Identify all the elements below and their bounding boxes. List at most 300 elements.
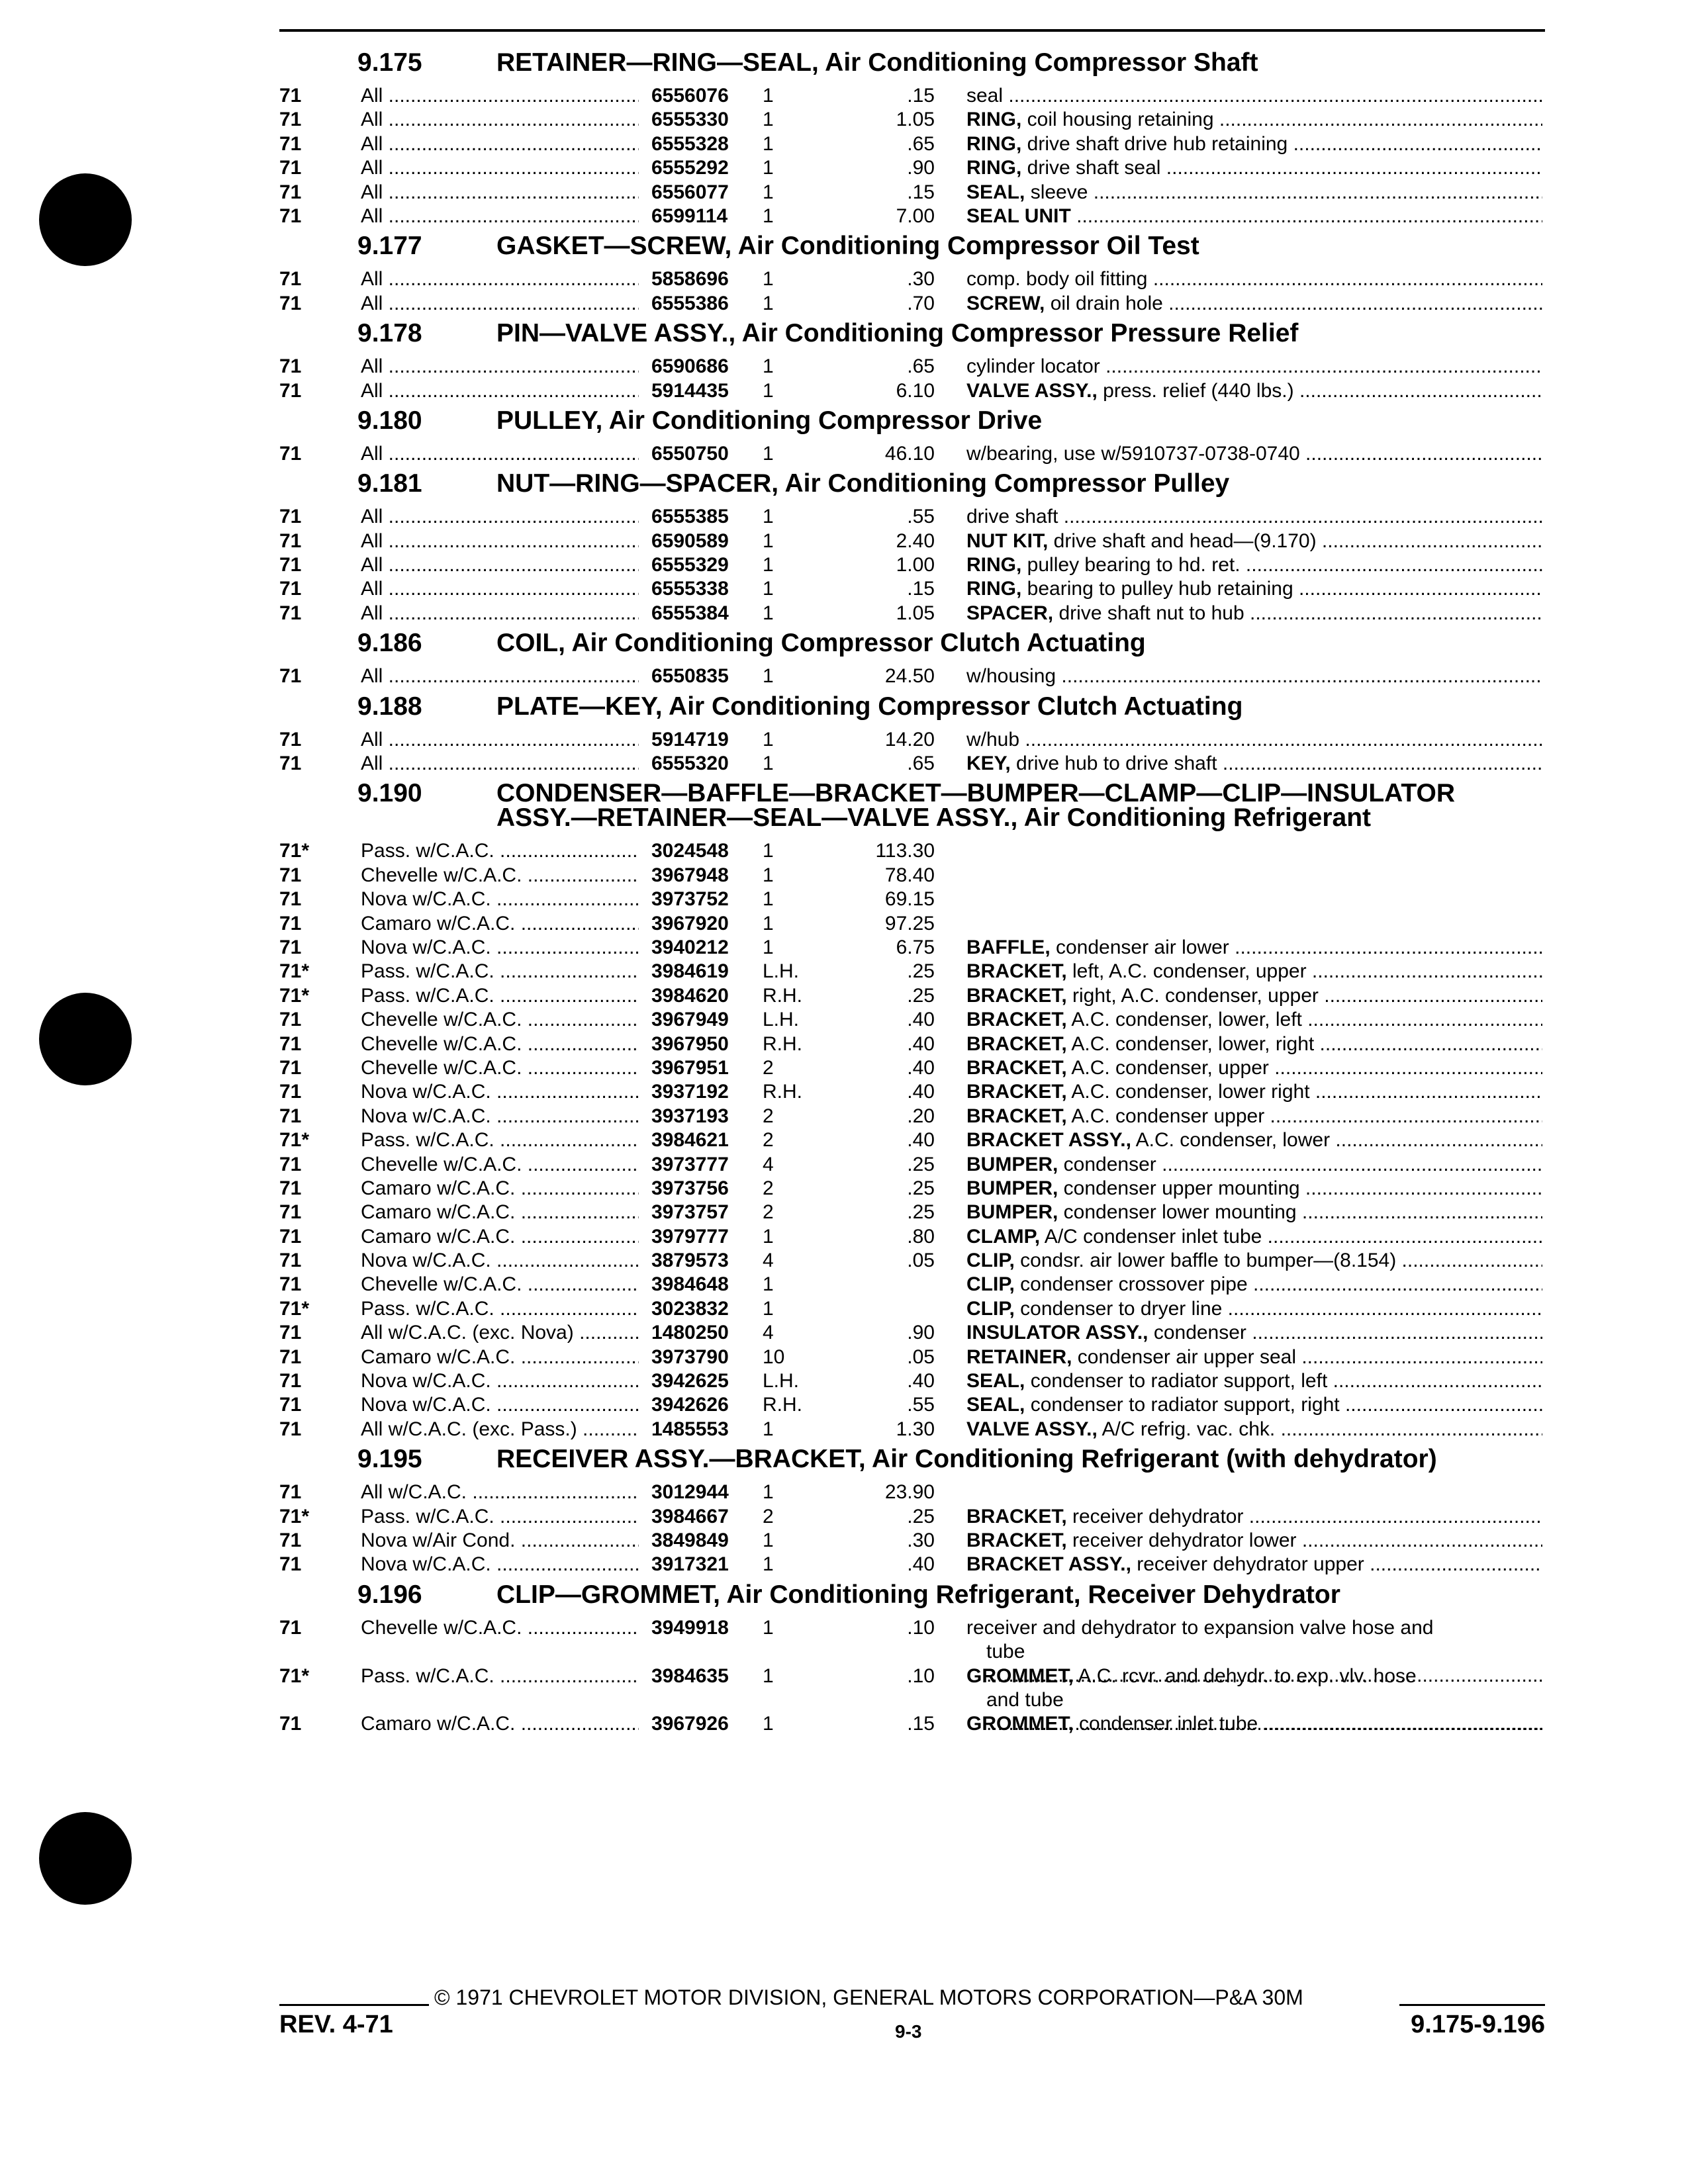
section-header [0,318,1688,355]
description-keyword: BRACKET, [966,1056,1067,1079]
model-year: 71 [279,665,302,688]
copyright-text: © 1971 CHEVROLET MOTOR DIVISION, GENERAL MOTORS CORPORATION—P&A 30M [434,1985,1303,2009]
list-price: .25 [907,1153,935,1175]
description-keyword: BRACKET, [966,960,1067,983]
description-text: comp. body oil fitting [966,268,1148,291]
list-price: 2.40 [896,529,935,552]
list-price: .65 [907,355,935,378]
description-line [966,1226,1542,1248]
application: Camaro w/C.A.C. ..... [361,912,639,936]
description-text: condenser upper mounting [1058,1177,1300,1199]
table-row [0,181,1688,205]
table-row [0,912,1688,936]
description-line [966,1273,1542,1295]
part-description [966,1056,1542,1080]
quantity: 1 [763,1273,774,1296]
description-text: w/housing [966,665,1056,688]
description-line [966,1033,1542,1055]
description-keyword: BRACKET, [966,1081,1067,1103]
model-year: 71 [279,1056,302,1079]
quantity: 1 [763,840,774,862]
quantity: 4 [763,1322,774,1344]
part-description [966,602,1542,625]
description-line [966,293,1542,314]
catalog-section [0,1580,1688,1737]
table-row [0,442,1688,466]
part-description [966,292,1542,316]
table-row [0,156,1688,180]
quantity: 1 [763,379,774,402]
list-price: .40 [907,1129,935,1152]
model-year: 71 [279,1418,302,1440]
part-description [966,1201,1542,1224]
description-line [966,1105,1542,1127]
model-year: 71 [279,1177,302,1199]
part-description [966,267,1542,291]
description-keyword: RING, [966,132,1022,155]
description-keyword: RING, [966,157,1022,179]
description-text: condenser to radiator support, left [1025,1370,1328,1392]
section-number: 9.180 [357,406,422,435]
model-year: 71* [279,984,310,1007]
application: All ..... [361,267,639,291]
part-number: 1485553 [649,1418,764,1441]
catalog-section [0,406,1688,466]
list-price: .25 [907,960,935,983]
model-year: 71 [279,205,302,227]
model-year: 71 [279,181,302,203]
footer-bottom [279,2007,1545,2046]
description-text: coil housing retaining [1021,109,1214,131]
part-number: 3849849 [649,1529,764,1553]
part-number: 3967920 [649,912,764,936]
section-title: PIN—VALVE ASSY., Air Conditioning Compressor Pressure Relief [496,319,1299,348]
revision-label: REV. 4-71 [279,2011,393,2038]
part-description [966,1297,1542,1321]
application: Pass. w/C.A.C. ..... [361,1664,639,1688]
application: Pass. w/C.A.C. ..... [361,984,639,1008]
table-row [0,355,1688,379]
table-row [0,1480,1688,1504]
quantity: 1 [763,936,774,958]
model-year: 71 [279,1616,302,1639]
section-header [0,469,1688,505]
catalog-section [0,628,1688,688]
table-row [0,1225,1688,1249]
list-price: .40 [907,1032,935,1055]
application: All ..... [361,529,639,553]
part-number: 5914435 [649,379,764,403]
description-keyword: CLIP, [966,1273,1015,1296]
part-description [966,1393,1542,1417]
description-line [966,443,1542,465]
model-year: 71 [279,1032,302,1055]
model-year: 71* [279,1129,310,1152]
description-keyword: BRACKET, [966,1032,1067,1055]
table-row [0,132,1688,156]
table-row [0,1345,1688,1369]
application: Chevelle w/C.A.C. ..... [361,1153,639,1177]
description-line [966,133,1542,155]
description-line [966,530,1542,552]
description-keyword: VALVE ASSY., [966,1418,1098,1440]
list-price: .70 [907,292,935,314]
description-text: A.C. rcvr. and dehydr. to exp. vlv. hose [1073,1664,1417,1687]
list-price: .80 [907,1225,935,1248]
part-description [966,1080,1542,1104]
part-number: 6555384 [649,602,764,625]
part-description [966,505,1542,529]
application: Nova w/C.A.C. ..... [361,1553,639,1576]
part-number: 6555385 [649,505,764,529]
part-number: 3940212 [649,936,764,960]
description-line [966,1713,1542,1735]
description-keyword: BRACKET, [966,1505,1067,1527]
description-keyword: KEY, [966,752,1011,775]
description-line [966,985,1542,1007]
application: Chevelle w/C.A.C. ..... [361,1273,639,1297]
catalog-section [0,469,1688,625]
part-description [966,379,1542,403]
application: Nova w/C.A.C. ..... [361,1249,639,1273]
model-year: 71 [279,1553,302,1576]
description-line [966,109,1542,130]
part-number: 3967949 [649,1008,764,1032]
quantity: R.H. [763,1032,802,1055]
model-year: 71 [279,1345,302,1368]
description-text: drive shaft [966,506,1058,528]
description-text: condenser air upper seal [1072,1345,1296,1368]
section-number: 9.181 [357,469,422,498]
part-number: 6555292 [649,156,764,180]
quantity: R.H. [763,984,802,1007]
description-line [966,729,1542,751]
quantity: 1 [763,181,774,203]
section-range: 9.175-9.196 [1411,2011,1545,2038]
application: Pass. w/C.A.C. ..... [361,1505,639,1529]
description-line [966,181,1542,203]
quantity: L.H. [763,960,800,983]
quantity: 2 [763,1056,774,1079]
application: Chevelle w/C.A.C. ..... [361,1008,639,1032]
description-keyword: BRACKET, [966,1009,1067,1031]
table-row [0,205,1688,228]
part-description [966,156,1542,180]
list-price: .40 [907,1553,935,1576]
quantity: 1 [763,1529,774,1551]
page-footer [279,1980,1545,2046]
part-number: 3979777 [649,1225,764,1249]
section-title: GASKET—SCREW, Air Conditioning Compressor Oil Test [496,232,1199,261]
part-description [966,1529,1542,1553]
model-year: 71 [279,1225,302,1248]
catalog-section [0,318,1688,403]
list-price: .40 [907,1009,935,1031]
part-number: 3984648 [649,1273,764,1297]
part-number: 6555330 [649,108,764,132]
part-number: 5914719 [649,728,764,752]
list-price: 78.40 [884,864,935,886]
model-year: 71 [279,602,302,624]
quantity: 4 [763,1250,774,1272]
description-keyword: RING, [966,109,1022,131]
section-number: 9.186 [357,629,422,658]
description-line [966,1057,1542,1079]
quantity: 1 [763,109,774,131]
part-description [966,960,1542,983]
section-header [0,406,1688,442]
description-text: drive shaft seal [1021,157,1161,179]
model-year: 71 [279,85,302,107]
description-text: receiver dehydrator upper [1131,1553,1364,1576]
part-description [966,664,1542,688]
part-number: 3984619 [649,960,764,983]
table-row [0,1321,1688,1345]
quantity: L.H. [763,1370,800,1392]
list-price: 113.30 [875,840,935,862]
model-year: 71 [279,1322,302,1344]
list-price: .05 [907,1250,935,1272]
list-price: 1.05 [896,109,935,131]
quantity: 1 [763,355,774,378]
quantity: 1 [763,1664,774,1687]
model-year: 71 [279,355,302,378]
description-line [966,355,1542,377]
part-number: 3879573 [649,1249,764,1273]
description-line [966,1154,1542,1175]
table-row [0,1393,1688,1417]
quantity: 1 [763,506,774,528]
description-line [966,1298,1542,1320]
part-number: 3973777 [649,1153,764,1177]
list-price: .05 [907,1345,935,1368]
description-line [966,1322,1542,1343]
list-price: 7.00 [896,205,935,227]
description-text: condenser inlet tube [1073,1713,1258,1735]
part-number: 3942625 [649,1369,764,1393]
description-text: A.C. condenser upper [1066,1105,1265,1127]
part-number: 3023832 [649,1297,764,1321]
list-price: 1.30 [896,1418,935,1440]
section-number: 9.190 [357,779,422,808]
part-number: 6590686 [649,355,764,379]
part-description [966,1153,1542,1177]
description-line [966,205,1542,227]
description-text: w/hub [966,728,1020,751]
model-year: 71 [279,888,302,911]
part-number: 3967926 [649,1712,764,1736]
description-keyword: BUMPER, [966,1201,1058,1224]
section-title: RECEIVER ASSY.—BRACKET, Air Conditioning Refrigerant (with dehydrator) [496,1445,1437,1474]
quantity: 1 [763,554,774,576]
description-keyword: BRACKET, [966,1529,1067,1551]
model-year: 71 [279,379,302,402]
description-text: condsr. air lower baffle to bumper—(8.154) [1014,1250,1397,1272]
part-number: 3942626 [649,1393,764,1417]
section-header [0,48,1688,84]
description-keyword: BRACKET, [966,1105,1067,1127]
description-line [966,1394,1542,1416]
description-line [966,936,1542,958]
list-price: .10 [907,1664,935,1687]
part-number: 3937193 [649,1105,764,1128]
quantity: 1 [763,157,774,179]
model-year: 71 [279,1081,302,1103]
description-keyword: RING, [966,554,1022,576]
description-text: condenser [1058,1153,1156,1175]
table-row [0,728,1688,752]
application: All ..... [361,379,639,403]
section-header [0,778,1688,839]
part-description [966,1225,1542,1249]
description-continuation: and tube ..... [966,1688,1542,1736]
application: All w/C.A.C. (exc. Pass.) ..... [361,1418,639,1441]
parts-catalog [0,48,1688,1739]
model-year: 71 [279,554,302,576]
section-header [0,692,1688,728]
table-row [0,505,1688,529]
description-line [966,1665,1417,1687]
model-year: 71* [279,1505,310,1527]
description-keyword: CLIP, [966,1297,1015,1320]
description-text: A.C. condenser, lower [1131,1129,1331,1152]
description-text: drive shaft nut to hub [1053,602,1244,624]
list-price: .15 [907,1713,935,1735]
description-text: condenser lower mounting [1058,1201,1297,1224]
application: Nova w/C.A.C. ..... [361,1369,639,1393]
model-year: 71 [279,109,302,131]
list-price: .55 [907,1394,935,1416]
application: Chevelle w/C.A.C. ..... [361,1616,639,1640]
section-number: 9.196 [357,1580,422,1609]
list-price: .40 [907,1370,935,1392]
section-number: 9.195 [357,1445,422,1474]
description-line [966,1177,1542,1199]
description-text: left, A.C. condenser, upper [1066,960,1307,983]
description-text: drive hub to drive shaft [1010,752,1217,775]
part-description [966,1321,1542,1345]
model-year: 71 [279,1009,302,1031]
quantity: 1 [763,578,774,600]
part-description [966,1345,1542,1369]
application: All ..... [361,577,639,601]
model-year: 71 [279,1201,302,1224]
description-text: w/bearing, use w/5910737-0738-0740 [966,442,1300,465]
model-year: 71 [279,864,302,886]
table-row [0,752,1688,776]
section-title: RETAINER—RING—SEAL, Air Conditioning Compressor Shaft [496,48,1258,77]
table-row [0,379,1688,403]
table-row [0,1273,1688,1297]
table-row [0,1529,1688,1553]
part-description [966,1105,1542,1128]
table-row [0,1032,1688,1056]
list-price: 23.90 [884,1481,935,1504]
model-year: 71 [279,1250,302,1272]
description-line [966,157,1542,179]
description-text: drive shaft drive hub retaining [1021,132,1288,155]
part-description [966,1712,1542,1736]
table-row [0,1177,1688,1201]
description-line [966,1009,1542,1030]
table-row [0,577,1688,601]
table-row [0,1505,1688,1529]
part-number: 3984667 [649,1505,764,1529]
part-number: 6550750 [649,442,764,466]
part-description [966,529,1542,553]
application: All ..... [361,505,639,529]
model-year: 71 [279,506,302,528]
description-keyword: NUT KIT, [966,529,1049,552]
quantity: 1 [763,1418,774,1440]
table-row [0,1664,1688,1713]
list-price: 1.00 [896,554,935,576]
application: All ..... [361,84,639,108]
table-row [0,864,1688,887]
part-number: 6550835 [649,664,764,688]
quantity: 1 [763,1616,774,1639]
quantity: 1 [763,752,774,775]
section-header [0,1444,1688,1480]
part-description [966,181,1542,205]
punch-hole [39,1812,132,1905]
model-year: 71 [279,1273,302,1296]
part-number: 3012944 [649,1480,764,1504]
table-row [0,1369,1688,1393]
part-description [966,1128,1542,1152]
table-row [0,602,1688,625]
description-line [966,1201,1542,1223]
table-row [0,1712,1688,1736]
part-number: 3967948 [649,864,764,887]
list-price: .15 [907,181,935,203]
section-number: 9.177 [357,232,422,261]
description-line [966,960,1542,982]
part-number: 3984621 [649,1128,764,1152]
application: Pass. w/C.A.C. ..... [361,1128,639,1152]
description-keyword: CLIP, [966,1250,1015,1272]
list-price: .15 [907,578,935,600]
quantity: 2 [763,1505,774,1527]
part-number: 3973752 [649,887,764,911]
list-price: .40 [907,1056,935,1079]
section-title: PULLEY, Air Conditioning Compressor Drive [496,406,1043,435]
part-description [966,1249,1542,1273]
part-number: 6556077 [649,181,764,205]
quantity: 2 [763,1105,774,1127]
part-number: 6555320 [649,752,764,776]
application: Camaro w/C.A.C. ..... [361,1345,639,1369]
description-text: receiver dehydrator [1066,1505,1244,1527]
description-line [966,1553,1542,1575]
list-price: 69.15 [884,888,935,911]
catalog-section [0,231,1688,316]
table-row [0,529,1688,553]
model-year: 71 [279,442,302,465]
table-row [0,1008,1688,1032]
part-number: 3973756 [649,1177,764,1201]
application: Chevelle w/C.A.C. ..... [361,864,639,887]
quantity: 1 [763,205,774,227]
part-description [966,1505,1542,1529]
model-year: 71* [279,1297,310,1320]
description-text: pulley bearing to hd. ret. [1021,554,1241,576]
quantity: 2 [763,1201,774,1224]
part-description [966,1008,1542,1032]
part-number: 6599114 [649,205,764,228]
quantity: 1 [763,1225,774,1248]
application: All w/C.A.C. ..... [361,1480,639,1504]
